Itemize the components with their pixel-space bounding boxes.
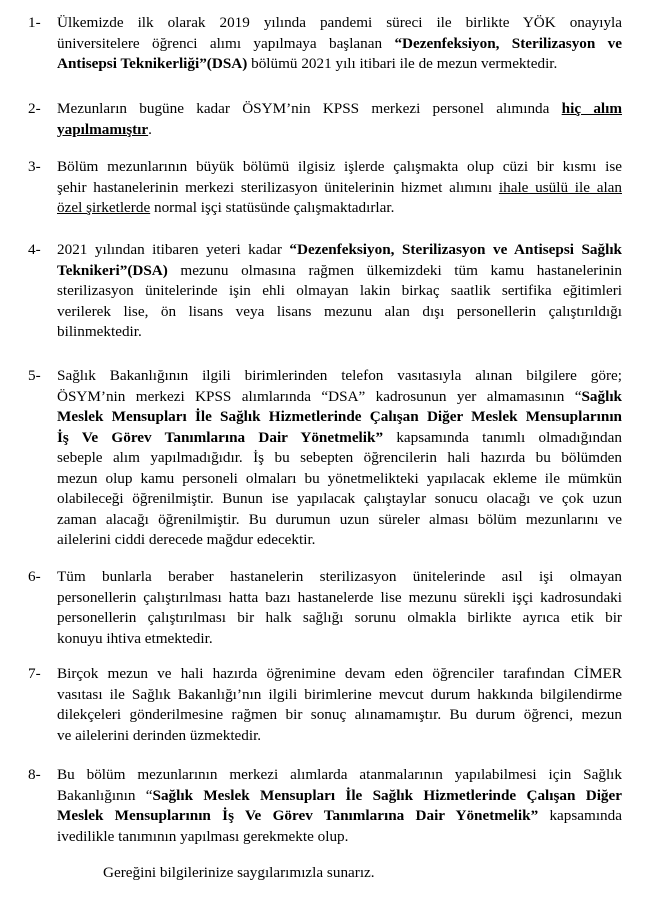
text-line <box>57 99 622 120</box>
text-segment: Sağlık Meslek Mensupları İle Sağlık Hizmetlerinde Çalışan Diğer <box>152 786 622 804</box>
text-segment: bölümü 2021 yılı itibari ile de mezun vermektedir. <box>247 55 558 72</box>
item-number: 6- <box>28 568 41 585</box>
text-line <box>57 530 622 551</box>
text-segment: “Dezenfeksiyon, Sterilizasyon ve <box>394 34 622 52</box>
text-line <box>57 178 622 199</box>
item-number: 4- <box>28 241 41 258</box>
item-number: 3- <box>28 158 41 175</box>
text-segment: Mezunların bugüne kadar ÖSYM’nin KPSS merkezi personel alımında <box>57 100 562 117</box>
text-segment: zaman alacağı öğrenilmiştir. Bu durumun uzun süreler alması bölüm mezunlarını ve <box>57 510 622 528</box>
text-segment: İş Ve Görev Tanımlarına Dair Yönetmelik” <box>57 428 384 446</box>
text-line <box>57 13 622 34</box>
text-segment: ivedilikle tanımının yapılması gerekmekte olup. <box>57 827 349 845</box>
text-segment: üniversitelere öğrenci alımı yapılmaya başlanan <box>57 34 395 52</box>
item-text <box>57 240 622 343</box>
text-line <box>57 705 622 726</box>
text-line <box>57 567 622 588</box>
text-segment: bilinmektedir. <box>57 323 142 340</box>
text-segment: sebeple alım yapılmadığıdır. İş bu sebepten öğrencilerin hali hazırda bu bölümden <box>57 449 622 466</box>
text-segment: vasıtası ile Sağlık Bakanlığı’nın ilgili birimlerine mevcut durum hakkında bilgilendirme <box>57 685 622 703</box>
text-segment: ve ailelerini derinden üzmektedir. <box>57 726 262 744</box>
text-segment: Sağlık <box>581 387 622 405</box>
text-line <box>57 827 622 848</box>
text-segment: özel şirketlerde <box>57 199 151 216</box>
item-text <box>57 765 622 847</box>
text-segment: ÖSYM’nin merkezi KPSS alımlarında “DSA” kadrosunun yer almamasının “ <box>57 387 582 405</box>
text-line <box>57 366 622 387</box>
text-line <box>57 120 622 141</box>
text-segment: Meslek Mensupları İle Sağlık Hizmetlerinde Çalışan Diğer Meslek Mensuplarının <box>57 408 622 425</box>
text-segment: konuyu ihtiva etmektedir. <box>57 629 213 647</box>
text-segment: personellerin çalıştırılması hatta bazı hastanelerde lise mezunu sürekli işçi kadrosundaki <box>57 588 622 606</box>
text-segment: Ülkemizde ilk olarak 2019 yılında pandemi süreci ile birlikte YÖK onayıyla <box>57 14 622 31</box>
text-segment: “Dezenfeksiyon, Sterilizasyon ve Antisepsi Sağlık <box>289 241 622 258</box>
text-line <box>57 387 622 408</box>
text-line <box>57 428 622 449</box>
text-segment: mezun olup kamu personeli olmaları bu yönetmelikteki yapılacak ekleme ile mümkün <box>57 469 622 487</box>
item-number: 5- <box>28 367 41 384</box>
text-segment: hiç alım <box>561 100 623 117</box>
text-line <box>57 34 622 55</box>
text-line <box>57 157 622 178</box>
text-segment: Bu bölüm mezunlarının merkezi alımlarda atanmalarının yapılabilmesi için Sağlık <box>57 766 622 783</box>
text-segment: mezunu olmasına rağmen ülkemizdeki tüm kamu hastanelerinin <box>167 261 622 279</box>
text-line <box>57 765 622 786</box>
text-line <box>57 726 622 747</box>
text-segment: Bölüm mezunlarının büyük bölümü ilgisiz işlerde çalışmakta olup cüzi bir kısmı ise <box>57 158 622 175</box>
text-line <box>57 786 622 807</box>
text-segment: verilerek lise, ön lisans veya lisans mezunu alan dışı personellerin çalıştırıldığı <box>57 302 622 320</box>
text-segment: . <box>148 120 152 138</box>
text-line <box>57 198 622 219</box>
text-segment: Teknikeri”(DSA) <box>57 261 168 279</box>
text-line <box>57 588 622 609</box>
text-segment: 2021 yılından itibaren yeteri kadar <box>57 241 290 258</box>
text-segment: kapsamında <box>538 807 622 824</box>
item-number: 2- <box>28 100 41 117</box>
text-segment: normal işçi statüsünde çalışmaktadırlar. <box>150 199 395 216</box>
text-segment: personellerin çalıştırılması bir halk sağlığı sorunu olmakla birlikte ayrıca etik bir <box>57 609 622 626</box>
text-segment: dilekçeleri gönderilmesine rağmen bir sonuç alınamamıştır. Bu durum öğrenci, mezun <box>57 706 622 723</box>
item-text <box>57 366 622 551</box>
text-segment: şehir hastanelerinin merkezi sterilizasyon ünitelerinin hizmet alımını <box>57 178 499 196</box>
closing-statement: Gereğini bilgilerinize saygılarımızla sunarız. <box>103 864 375 881</box>
item-number: 7- <box>28 665 41 682</box>
text-segment: Bakanlığının “ <box>57 786 153 804</box>
text-segment: ailelerini ciddi derecede mağdur edecektir. <box>57 531 316 548</box>
text-line <box>57 510 622 531</box>
text-line <box>57 629 622 650</box>
text-segment: yapılmamıştır <box>57 120 149 138</box>
text-line <box>57 54 622 75</box>
text-line <box>57 240 622 261</box>
text-line <box>57 407 622 428</box>
text-line <box>57 469 622 490</box>
text-line <box>57 448 622 469</box>
text-segment: ihale usülü ile alan <box>498 178 622 196</box>
text-segment: Tüm bunlarla beraber hastanelerin sterilizasyon ünitelerinde asıl işi olmayan <box>57 568 622 585</box>
text-line <box>57 685 622 706</box>
text-segment: sterilizasyon ünitelerinde işin ehli olmayan lakin birkaç saatlik sertifika eğitimleri <box>57 282 622 299</box>
item-number: 8- <box>28 766 41 783</box>
text-segment: kapsamında tanımlı olmadığından <box>383 428 622 446</box>
text-segment: Birçok mezun ve hali hazırda öğrenimine devam eden öğrenciler tarafından CİMER <box>57 665 622 682</box>
text-line <box>57 806 622 827</box>
item-text <box>57 99 622 140</box>
text-line <box>57 489 622 510</box>
text-segment: Meslek Mensuplarının İş Ve Görev Tanımlarına Dair Yönetmelik” <box>57 807 539 824</box>
item-text <box>57 567 622 649</box>
item-number: 1- <box>28 14 41 31</box>
text-line <box>57 281 622 302</box>
item-text <box>57 157 622 219</box>
item-text <box>57 664 622 746</box>
text-line <box>57 261 622 282</box>
text-segment: Sağlık Bakanlığının ilgili birimlerinden telefon vasıtasıyla alınan bilgilere göre; <box>57 367 622 384</box>
text-segment: Antisepsi Teknikerliği”(DSA) <box>57 55 248 72</box>
text-line <box>57 608 622 629</box>
text-line <box>57 664 622 685</box>
text-line <box>57 322 622 343</box>
text-line <box>57 302 622 323</box>
text-segment: olabileceği öğrenilmiştir. Bunun ise yapılacak çalıştaylar sonucu olacağı ve çok uzun <box>57 490 622 507</box>
item-text <box>57 13 622 75</box>
